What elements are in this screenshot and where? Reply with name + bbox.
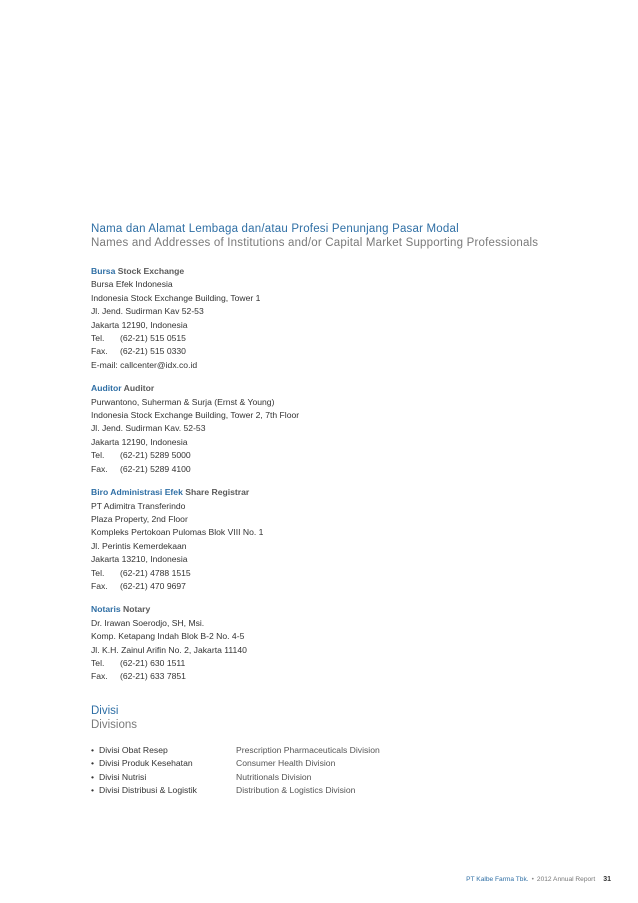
division-name-en: Nutritionals Division <box>236 771 312 782</box>
address-line: Jl. K.H. Zainul Arifin No. 2, Jakarta 11140 <box>91 644 247 655</box>
list-item <box>91 771 611 784</box>
division-name-id: Divisi Nutrisi <box>99 771 147 782</box>
address-line: Dr. Irawan Soerodjo, SH, Msi. <box>91 617 205 628</box>
company-name: PT Kalbe Farma Tbk. <box>466 876 529 883</box>
heading-en: Share Registrar <box>185 487 250 498</box>
tel-value: (62-21) 515 0515 <box>120 333 186 344</box>
auditor-heading <box>91 382 611 395</box>
fax-row <box>91 580 611 593</box>
stock-exchange-block <box>91 265 611 372</box>
telephone-row <box>91 332 611 345</box>
bullet-icon: • <box>91 758 95 769</box>
divisions-list <box>91 744 611 798</box>
notary-heading <box>91 603 611 616</box>
tel-label: Tel. <box>91 567 105 578</box>
heading-en: Auditor <box>123 383 155 394</box>
heading-id: Auditor <box>91 383 122 394</box>
heading-en: Stock Exchange <box>117 266 185 276</box>
fax-value: (62-21) 633 7851 <box>120 671 186 682</box>
address-line: Purwantono, Suherman & Surja (Ernst & Young) <box>91 396 275 407</box>
telephone-row <box>91 567 611 580</box>
division-name-id: Divisi Produk Kesehatan <box>99 758 193 769</box>
address-line: PT Adimitra Transferindo <box>91 500 186 511</box>
division-name-en: Consumer Health Division <box>236 758 336 769</box>
page-number: 31 <box>603 876 611 883</box>
telephone-row <box>91 657 611 670</box>
address-line: Komp. Ketapang Indah Blok B-2 No. 4-5 <box>91 631 245 642</box>
share-registrar-block <box>91 486 611 593</box>
separator-dot: • <box>531 876 534 883</box>
list-item <box>91 784 611 797</box>
section-title-id: Nama dan Alamat Lembaga dan/atau Profesi Penunjang Pasar Modal <box>91 223 459 235</box>
address-line: Jl. Jend. Sudirman Kav 52-53 <box>91 306 204 317</box>
report-name: 2012 Annual Report <box>536 876 596 883</box>
telephone-row <box>91 449 611 462</box>
heading-id: Bursa <box>91 266 116 276</box>
fax-value: (62-21) 470 9697 <box>120 580 186 591</box>
fax-label: Fax. <box>91 346 108 357</box>
bullet-icon: • <box>91 771 95 782</box>
email-line: E-mail: callcenter@idx.co.id <box>91 359 198 370</box>
fax-label: Fax. <box>91 580 108 591</box>
tel-label: Tel. <box>91 333 105 344</box>
list-item <box>91 757 611 770</box>
divisions-title-en: Divisions <box>91 718 138 731</box>
heading-en: Notary <box>123 604 151 615</box>
list-item <box>91 744 611 757</box>
fax-label: Fax. <box>91 463 108 474</box>
tel-label: Tel. <box>91 450 105 461</box>
address-line: Jakarta 12190, Indonesia <box>91 319 188 330</box>
heading-id: Biro Administrasi Efek <box>91 487 183 498</box>
address-line: Jl. Jend. Sudirman Kav. 52-53 <box>91 423 206 434</box>
address-line: Bursa Efek Indonesia <box>91 279 173 290</box>
address-line: Jakarta 13210, Indonesia <box>91 554 188 565</box>
notary-block <box>91 603 611 683</box>
stock-exchange-heading <box>91 265 611 278</box>
divisions-title-id: Divisi <box>91 704 119 717</box>
address-line: Jakarta 12190, Indonesia <box>91 436 188 447</box>
share-registrar-heading <box>91 486 611 499</box>
fax-row <box>91 345 611 358</box>
fax-row <box>91 670 611 683</box>
division-name-id: Divisi Obat Resep <box>99 744 168 755</box>
division-name-id: Divisi Distribusi & Logistik <box>99 785 197 795</box>
address-line: Indonesia Stock Exchange Building, Tower 2, 7th Floor <box>91 410 300 421</box>
section-title-en: Names and Addresses of Institutions and/or Capital Market Supporting Professionals <box>91 237 539 249</box>
auditor-block <box>91 382 611 476</box>
address-line: Kompleks Pertokoan Pulomas Blok VIII No. 1 <box>91 527 264 538</box>
tel-value: (62-21) 4788 1515 <box>120 567 191 578</box>
bullet-icon: • <box>91 785 95 795</box>
tel-label: Tel. <box>91 657 105 668</box>
fax-value: (62-21) 515 0330 <box>120 346 186 357</box>
tel-value: (62-21) 5289 5000 <box>120 450 191 461</box>
page-footer <box>466 876 611 883</box>
fax-row <box>91 463 611 476</box>
main-content <box>91 222 611 797</box>
division-name-en: Distribution & Logistics Division <box>236 785 356 795</box>
heading-id: Notaris <box>91 604 121 615</box>
bullet-icon: • <box>91 744 95 755</box>
fax-label: Fax. <box>91 671 108 682</box>
address-line: Plaza Property, 2nd Floor <box>91 513 188 524</box>
division-name-en: Prescription Pharmaceuticals Division <box>236 744 380 755</box>
tel-value: (62-21) 630 1511 <box>120 657 186 668</box>
fax-value: (62-21) 5289 4100 <box>120 463 191 474</box>
address-line: Jl. Perintis Kemerdekaan <box>91 540 187 551</box>
address-line: Indonesia Stock Exchange Building, Tower 1 <box>91 292 261 303</box>
